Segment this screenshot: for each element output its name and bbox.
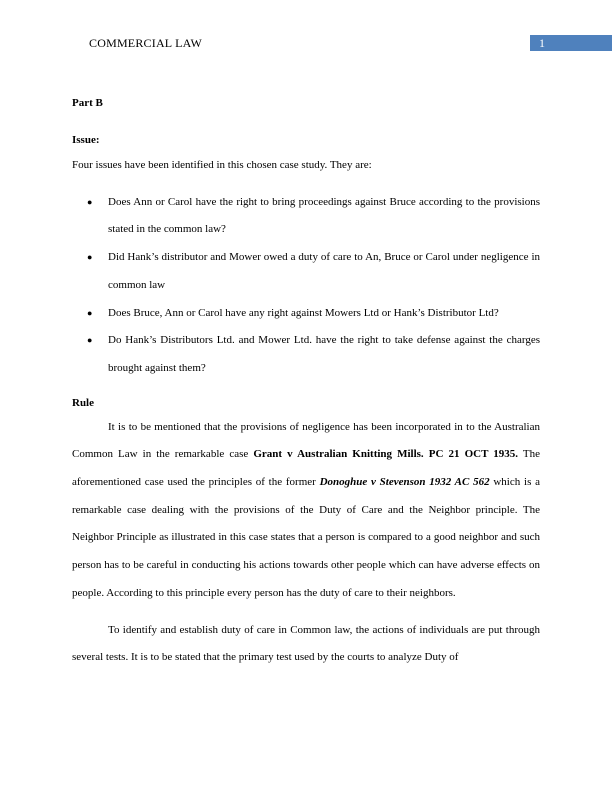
bullet-icon: ● (87, 196, 93, 207)
list-item: ● Does Ann or Carol have the right to bring proceedings against Bruce according to the provisions stated in the common law? (72, 189, 540, 244)
header-title: COMMERCIAL LAW (89, 36, 203, 50)
rule-paragraph-2: To identify and establish duty of care in Common law, the actions of individuals are put through several tests. It is to be stated that the primary test used by the courts to analyze Duty of (72, 623, 540, 664)
case-citation-donoghue-ref: 1932 AC 562 (429, 476, 490, 489)
bullet-icon: ● (87, 307, 93, 318)
issue-intro: Four issues have been identified in this chosen case study. They are: (72, 159, 372, 171)
case-citation-grant: Grant v Australian Knitting Mills. PC 21 OCT 1935. (253, 448, 519, 461)
document-body (72, 96, 540, 672)
list-item: ● Do Hank’s Distributors Ltd. and Mower Ltd. have the right to take defense against the charges brought against them? (72, 327, 540, 382)
page-number-badge (530, 35, 612, 51)
bullet-icon: ● (87, 252, 93, 263)
list-item: ● Does Bruce, Ann or Carol have any right against Mowers Ltd or Hank’s Distributor Ltd? (72, 300, 540, 328)
part-heading: Part B (72, 97, 103, 109)
bullet-icon: ● (87, 335, 93, 346)
case-citation-donoghue: Donoghue v Stevenson (319, 476, 426, 489)
rule-paragraph-1: It is to be mentioned that the provisions of negligence has been incorporated in to the Australian Common Law in the remarkable case Grant v Australian Knitting Mills. PC 21 OCT 1935. The aforementioned case used the principles of the former Donoghue v Stevenson 1932 AC 562 which is a remarkable case dealing with the provisions of the Duty of Care and the Neighbor principle. The Neighbor Principle as illustrated in this case states that a person is compared to a good neighbor and such person has to be careful in conducting his actions towards other people which can have adverse effects on people. According to this principle every person has the duty of care to their neighbors. (72, 420, 541, 599)
rule-heading: Rule (72, 396, 94, 409)
page-number: 1 (539, 36, 545, 50)
issue-list (72, 189, 540, 383)
list-item: ● Did Hank’s distributor and Mower owed a duty of care to An, Bruce or Carol under negligence in common law (72, 244, 540, 299)
issue-heading: Issue: (72, 134, 100, 146)
